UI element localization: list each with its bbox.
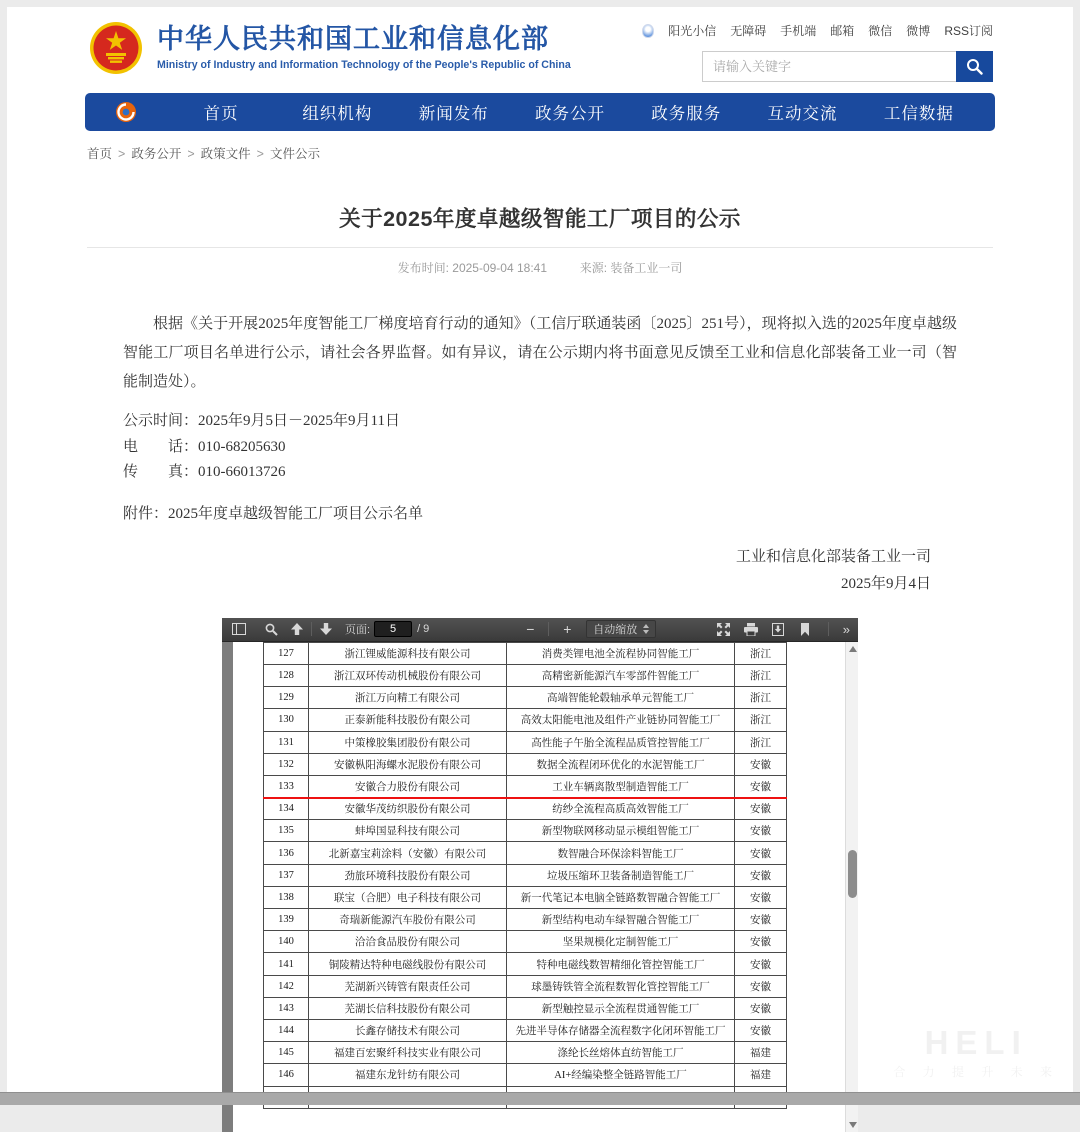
cell-company-name: 劲旅环境科技股份有限公司 — [309, 864, 507, 886]
table-row — [264, 642, 787, 664]
print-icon — [744, 623, 758, 636]
page-up-button[interactable] — [288, 619, 306, 639]
cell-company-name: 洽洽食品股份有限公司 — [309, 931, 507, 953]
cell-project-name: 垃圾压缩环卫装备制造智能工厂 — [507, 864, 735, 886]
arrow-down-icon — [320, 623, 332, 635]
cell-row-number: 129 — [264, 687, 309, 709]
download-button[interactable] — [769, 619, 787, 639]
info-line: 公示时间：2025年9月5日－2025年9月11日 — [123, 413, 400, 430]
cell-province: 安徽 — [735, 842, 787, 864]
find-button[interactable] — [262, 619, 280, 639]
nav-item[interactable]: 组织机构 — [302, 105, 373, 123]
cell-project-name: 涤纶长丝熔体直纺智能工厂 — [507, 1042, 735, 1064]
cell-row-number: 142 — [264, 975, 309, 997]
header-top-links — [642, 22, 993, 39]
dropdown-arrows-icon — [643, 624, 649, 634]
table-row — [264, 975, 787, 997]
source-value: 装备工业一司 — [610, 261, 683, 275]
cell-row-number: 144 — [264, 1019, 309, 1041]
header-link[interactable]: 阳光小信 — [668, 24, 717, 38]
toolbar-more-button[interactable]: » — [842, 621, 850, 637]
search-icon — [966, 58, 983, 75]
cell-project-name: 球墨铸铁管全流程数智化管控智能工厂 — [507, 975, 735, 997]
cell-project-name: 高性能子午胎全流程品质管控智能工厂 — [507, 731, 735, 753]
table-row — [264, 731, 787, 753]
breadcrumb-item[interactable]: > 政策文件 — [187, 144, 250, 162]
table-row — [264, 687, 787, 709]
nav-items — [163, 100, 977, 124]
cell-company-name: 芜湖新兴铸管有限责任公司 — [309, 975, 507, 997]
scrollbar-thumb[interactable] — [848, 850, 857, 898]
cell-project-name: 纺纱全流程高质高效智能工厂 — [507, 798, 735, 820]
signature-block — [123, 544, 957, 597]
page-total: / 9 — [417, 623, 430, 636]
heli-watermark — [893, 1026, 1059, 1080]
cell-row-number: 141 — [264, 953, 309, 975]
factory-list-table — [263, 642, 787, 1109]
cell-province: 安徽 — [735, 931, 787, 953]
cell-project-name: 高端智能轮毂轴承单元智能工厂 — [507, 687, 735, 709]
table-row — [264, 886, 787, 908]
cell-province: 安徽 — [735, 775, 787, 797]
cell-project-name: 坚果规模化定制智能工厂 — [507, 931, 735, 953]
print-button[interactable] — [742, 619, 760, 639]
cell-province: 福建 — [735, 1064, 787, 1086]
header-link[interactable]: 邮箱 — [830, 24, 855, 38]
zoom-mode-select[interactable] — [586, 620, 656, 638]
cell-province: 安徽 — [735, 753, 787, 775]
page-label: 页面: — [345, 624, 371, 637]
site-header — [85, 7, 995, 93]
cell-province: 安徽 — [735, 820, 787, 842]
header-link[interactable]: RSS订阅 — [944, 24, 993, 38]
article-info-lines — [123, 411, 957, 483]
cell-row-number: 134 — [264, 798, 309, 820]
cell-row-number: 133 — [264, 775, 309, 797]
cell-project-name: 新一代笔记本电脑全链路数智融合智能工厂 — [507, 886, 735, 908]
cell-company-name: 铜陵精达特种电磁线股份有限公司 — [309, 953, 507, 975]
table-row — [264, 931, 787, 953]
cell-project-name: 新型物联网移动显示模组智能工厂 — [507, 820, 735, 842]
title-divider — [87, 247, 993, 248]
cell-row-number: 135 — [264, 820, 309, 842]
nav-item[interactable]: 政务公开 — [534, 105, 605, 123]
header-link[interactable]: 无障碍 — [730, 24, 767, 38]
cell-row-number: 131 — [264, 731, 309, 753]
signature-department: 工业和信息化部装备工业一司 — [735, 549, 931, 566]
browser-page — [7, 7, 1073, 1092]
cell-province: 安徽 — [735, 997, 787, 1019]
cell-company-name: 浙江锂威能源科技有限公司 — [309, 642, 507, 664]
cell-company-name: 正泰新能科技股份有限公司 — [309, 709, 507, 731]
publish-time-label: 发布时间: — [397, 261, 449, 275]
watermark-slogan: 合 力 提 升 未 来 — [893, 1065, 1059, 1079]
cell-company-name: 福建东龙针纺有限公司 — [309, 1064, 507, 1086]
table-row — [264, 842, 787, 864]
header-link[interactable]: 微信 — [868, 24, 893, 38]
table-row — [264, 798, 787, 820]
cell-company-name: 芜湖长信科技股份有限公司 — [309, 997, 507, 1019]
cell-project-name: 高效太阳能电池及组件产业链协同智能工厂 — [507, 709, 735, 731]
search-input[interactable] — [702, 51, 956, 82]
search-bar — [702, 51, 993, 82]
nav-item[interactable]: 首页 — [203, 105, 239, 123]
cell-province: 浙江 — [735, 731, 787, 753]
page-number-input[interactable] — [374, 621, 412, 637]
cell-row-number: 140 — [264, 931, 309, 953]
cell-row-number: 139 — [264, 909, 309, 931]
cell-row-number: 127 — [264, 642, 309, 664]
sidebar-toggle-icon — [232, 623, 246, 635]
page-title: 关于2025年度卓越级智能工厂项目的公示 — [339, 207, 741, 231]
table-row — [264, 1042, 787, 1064]
article-paragraph: 根据《关于开展2025年度智能工厂梯度培育行动的通知》（工信厅联通装函〔2025〕251号），现将拟入选的2025年度卓越级智能工厂项目名单进行公示，请社会各界监督。如有异议，请在公示期内将书面意见反馈至工业和信息化部装备工业一司（智能制造处）。 — [123, 316, 957, 390]
cell-row-number: 146 — [264, 1064, 309, 1086]
attachment-link[interactable]: 附件：2025年度卓越级智能工厂项目公示名单 — [123, 506, 424, 523]
page-down-button[interactable] — [317, 619, 335, 639]
cell-project-name: 新型结构电动车绿智融合智能工厂 — [507, 909, 735, 931]
cell-company-name: 安徽华茂纺织股份有限公司 — [309, 798, 507, 820]
table-body — [264, 642, 787, 1108]
cell-province: 安徽 — [735, 975, 787, 997]
publish-time: 2025-09-04 18:41 — [452, 261, 548, 275]
mascot-icon — [642, 24, 654, 38]
nav-item[interactable]: 政务服务 — [651, 105, 722, 123]
cell-company-name: 中策橡胶集团股份有限公司 — [309, 731, 507, 753]
bookmark-button[interactable] — [796, 619, 814, 639]
table-row — [264, 997, 787, 1019]
pdf-page — [233, 642, 845, 1132]
cell-row-number: 136 — [264, 842, 309, 864]
cell-province: 安徽 — [735, 798, 787, 820]
cell-row-number: 145 — [264, 1042, 309, 1064]
cell-company-name: 安徽枞阳海螺水泥股份有限公司 — [309, 753, 507, 775]
table-row — [264, 775, 787, 797]
pdf-scrollbar[interactable] — [845, 642, 858, 1132]
cell-project-name: 数据全流程闭环优化的水泥智能工厂 — [507, 753, 735, 775]
info-line: 传 真：010-66013726 — [123, 463, 286, 480]
cell-province: 浙江 — [735, 709, 787, 731]
cell-company-name: 福建百宏聚纤科技实业有限公司 — [309, 1042, 507, 1064]
table-row — [264, 1019, 787, 1041]
cell-company-name: 浙江万向精工有限公司 — [309, 687, 507, 709]
breadcrumb-item[interactable]: > 政务公开 — [118, 144, 181, 162]
table-row — [264, 1064, 787, 1086]
cell-project-name: 工业车辆离散型制造智能工厂 — [507, 775, 735, 797]
zoom-in-button[interactable]: + — [563, 621, 572, 638]
table-row — [264, 664, 787, 686]
cell-project-name: 先进半导体存储器全流程数字化闭环智能工厂 — [507, 1019, 735, 1041]
cell-company-name: 安徽合力股份有限公司 — [309, 775, 507, 797]
table-row — [264, 709, 787, 731]
site-title: 中华人民共和国工业和信息化部 — [157, 24, 549, 54]
cell-row-number: 138 — [264, 886, 309, 908]
miit-swirl-icon — [115, 101, 137, 123]
cell-project-name: 高精密新能源汽车零部件智能工厂 — [507, 664, 735, 686]
bottom-gray-bar — [0, 1092, 1080, 1105]
info-line: 电 话：010-68205630 — [123, 438, 286, 455]
article-meta — [85, 259, 995, 276]
header-link[interactable]: 手机端 — [780, 24, 817, 38]
scroll-down-icon[interactable] — [849, 1122, 857, 1128]
fullscreen-icon — [717, 623, 730, 636]
cell-project-name: 新型触控显示全流程贯通智能工厂 — [507, 997, 735, 1019]
table-row — [264, 753, 787, 775]
search-button[interactable] — [956, 51, 993, 82]
cell-province: 安徽 — [735, 909, 787, 931]
cell-company-name: 蚌埠国显科技有限公司 — [309, 820, 507, 842]
zoom-out-button[interactable]: − — [526, 621, 535, 638]
presentation-mode-button[interactable] — [715, 619, 733, 639]
cell-province: 安徽 — [735, 864, 787, 886]
cell-company-name: 长鑫存储技术有限公司 — [309, 1019, 507, 1041]
cell-row-number: 132 — [264, 753, 309, 775]
table-row — [264, 953, 787, 975]
cell-row-number: 137 — [264, 864, 309, 886]
main-nav — [85, 93, 995, 131]
nav-item[interactable]: 新闻发布 — [418, 105, 489, 123]
sidebar-toggle-button[interactable] — [230, 619, 248, 639]
nav-item[interactable]: 互动交流 — [767, 105, 838, 123]
cell-project-name: AI+经编染整全链路智能工厂 — [507, 1064, 735, 1086]
cell-province: 浙江 — [735, 642, 787, 664]
pdf-viewer — [222, 618, 858, 1132]
cell-project-name: 消费类锂电池全流程协同智能工厂 — [507, 642, 735, 664]
watermark-text: HELI — [924, 1024, 1028, 1061]
cell-province: 安徽 — [735, 886, 787, 908]
cell-province: 安徽 — [735, 953, 787, 975]
cell-company-name: 浙江双环传动机械股份有限公司 — [309, 664, 507, 686]
nav-item[interactable]: 工信数据 — [883, 105, 954, 123]
table-row — [264, 820, 787, 842]
article-body — [123, 310, 957, 597]
cell-project-name: 特种电磁线数智精细化管控智能工厂 — [507, 953, 735, 975]
table-row — [264, 909, 787, 931]
breadcrumb-item[interactable]: > 文件公示 — [257, 144, 320, 162]
national-emblem-logo — [89, 21, 143, 75]
cell-province: 浙江 — [735, 687, 787, 709]
cell-row-number: 130 — [264, 709, 309, 731]
pdf-toolbar — [222, 618, 858, 642]
breadcrumb — [85, 144, 995, 162]
cell-province: 安徽 — [735, 1019, 787, 1041]
zoom-mode-value: 自动缩放 — [593, 624, 638, 637]
cell-province: 浙江 — [735, 664, 787, 686]
cell-province: 福建 — [735, 1042, 787, 1064]
site-subtitle: Ministry of Industry and Information Technology of the People's Republic of China — [157, 58, 571, 71]
download-icon — [772, 623, 784, 636]
cell-company-name: 奇瑞新能源汽车股份有限公司 — [309, 909, 507, 931]
cell-project-name: 数智融合环保涂料智能工厂 — [507, 842, 735, 864]
arrow-up-icon — [291, 623, 303, 635]
cell-company-name: 北新嘉宝莉涂料（安徽）有限公司 — [309, 842, 507, 864]
source-label: 来源: — [579, 261, 608, 275]
cell-company-name: 联宝（合肥）电子科技有限公司 — [309, 886, 507, 908]
breadcrumb-item[interactable]: 首页 — [87, 147, 113, 161]
table-row — [264, 864, 787, 886]
header-link[interactable]: 微博 — [906, 24, 931, 38]
cell-row-number: 128 — [264, 664, 309, 686]
bookmark-icon — [800, 623, 810, 636]
find-icon — [265, 623, 278, 636]
signature-date: 2025年9月4日 — [840, 575, 931, 592]
scroll-up-icon[interactable] — [849, 646, 857, 652]
cell-row-number: 143 — [264, 997, 309, 1019]
